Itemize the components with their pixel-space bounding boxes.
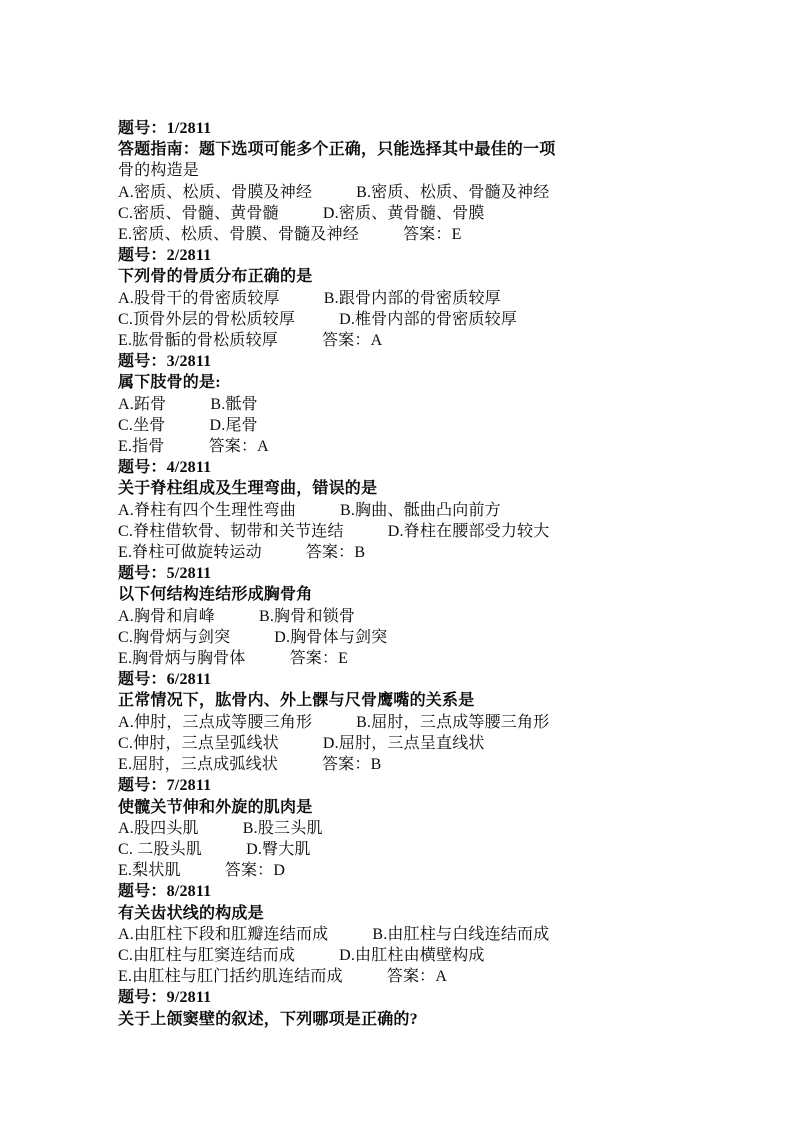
option-row bbox=[118, 288, 713, 309]
option-text: B.股三头肌 bbox=[242, 819, 323, 837]
question-block bbox=[118, 987, 713, 1029]
option-row bbox=[118, 224, 713, 245]
question-block bbox=[118, 775, 713, 881]
option-text: B.胸骨和锁骨 bbox=[258, 607, 356, 625]
answer-text: 答案：A bbox=[321, 332, 383, 350]
option-row bbox=[118, 606, 713, 627]
question-stem: 下列骨的骨质分布正确的是 bbox=[118, 268, 313, 286]
option-row bbox=[118, 436, 713, 457]
question-list bbox=[118, 118, 713, 1030]
option-text: E.指骨 bbox=[118, 438, 165, 456]
option-row bbox=[118, 924, 713, 945]
option-text: E.肱骨骺的骨松质较厚 bbox=[118, 332, 278, 350]
question-block bbox=[118, 118, 713, 245]
option-row bbox=[118, 712, 713, 733]
question-number: 题号：5/2811 bbox=[118, 565, 212, 583]
question-block bbox=[118, 245, 713, 351]
question-number: 题号：3/2811 bbox=[118, 353, 212, 371]
option-text: D.密质、黄骨髓、骨膜 bbox=[322, 204, 485, 222]
option-text: B.密质、松质、骨髓及神经 bbox=[356, 183, 550, 201]
option-text: D.胸骨体与剑突 bbox=[274, 628, 388, 646]
option-text: B.胸曲、骶曲凸向前方 bbox=[339, 501, 501, 519]
question-stem: 关于脊柱组成及生理弯曲，错误的是 bbox=[118, 480, 378, 498]
question-block bbox=[118, 457, 713, 563]
question-stem: 有关齿状线的构成是 bbox=[118, 904, 264, 922]
option-text: C. 二股头肌 bbox=[118, 840, 203, 858]
option-row bbox=[118, 309, 713, 330]
option-row bbox=[118, 415, 713, 436]
option-text: E.密质、松质、骨膜、骨髓及神经 bbox=[118, 226, 359, 244]
option-row bbox=[118, 648, 713, 669]
option-row bbox=[118, 521, 713, 542]
option-text: B.屈肘，三点成等腰三角形 bbox=[356, 713, 550, 731]
option-text: E.屈肘，三点成弧线状 bbox=[118, 756, 278, 774]
option-text: C.由肛柱与肛窦连结而成 bbox=[118, 946, 296, 964]
answer-text: 答案：B bbox=[321, 756, 382, 774]
question-number: 题号：4/2811 bbox=[118, 459, 212, 477]
option-text: E.脊柱可做旋转运动 bbox=[118, 544, 262, 562]
option-text: C.脊柱借软骨、韧带和关节连结 bbox=[118, 522, 344, 540]
option-text: A.伸肘，三点成等腰三角形 bbox=[118, 713, 313, 731]
question-number: 题号：8/2811 bbox=[118, 883, 212, 901]
question-block bbox=[118, 351, 713, 457]
question-number: 题号：6/2811 bbox=[118, 671, 212, 689]
answer-text: 答案：A bbox=[208, 438, 269, 456]
option-row bbox=[118, 330, 713, 351]
option-text: D.臀大肌 bbox=[246, 840, 311, 858]
question-stem: 关于上颌窦壁的叙述，下列哪项是正确的? bbox=[118, 1010, 418, 1028]
option-row bbox=[118, 542, 713, 563]
answer-text: 答案：E bbox=[289, 650, 349, 668]
question-stem: 属下肢骨的是: bbox=[118, 374, 221, 392]
option-row bbox=[118, 945, 713, 966]
option-text: E.由肛柱与肛门括约肌连结而成 bbox=[118, 968, 343, 986]
option-text: D.脊柱在腰部受力较大 bbox=[387, 522, 550, 540]
option-text: A.跖骨 bbox=[118, 395, 167, 413]
question-stem: 使髋关节伸和外旋的肌肉是 bbox=[118, 798, 313, 816]
option-row bbox=[118, 733, 713, 754]
question-number: 题号：2/2811 bbox=[118, 247, 212, 265]
option-text: A.胸骨和肩峰 bbox=[118, 607, 215, 625]
option-text: E.梨状肌 bbox=[118, 862, 181, 880]
option-text: D.椎骨内部的骨密质较厚 bbox=[339, 310, 518, 328]
option-text: A.股骨干的骨密质较厚 bbox=[118, 289, 280, 307]
option-text: B.由肛柱与白线连结而成 bbox=[372, 925, 550, 943]
question-stem: 正常情况下，肱骨内、外上髁与尺骨鹰嘴的关系是 bbox=[118, 692, 475, 710]
option-row bbox=[118, 394, 713, 415]
question-number: 题号：1/2811 bbox=[118, 120, 212, 137]
option-row bbox=[118, 754, 713, 775]
option-text: D.由肛柱由横壁构成 bbox=[339, 946, 485, 964]
option-text: A.由肛柱下段和肛瓣连结而成 bbox=[118, 925, 329, 943]
option-row bbox=[118, 182, 713, 203]
question-number: 题号：9/2811 bbox=[118, 989, 212, 1007]
option-text: B.骶骨 bbox=[210, 395, 258, 413]
option-text: D.屈肘，三点呈直线状 bbox=[322, 734, 485, 752]
answer-guide: 答题指南：题下选项可能多个正确，只能选择其中最佳的一项 bbox=[118, 141, 556, 159]
option-text: A.脊柱有四个生理性弯曲 bbox=[118, 501, 296, 519]
option-text: D.尾骨 bbox=[209, 416, 258, 434]
option-text: C.顶骨外层的骨松质较厚 bbox=[118, 310, 296, 328]
option-row bbox=[118, 203, 713, 224]
question-block bbox=[118, 563, 713, 669]
option-text: C.胸骨炳与剑突 bbox=[118, 628, 231, 646]
option-row bbox=[118, 839, 713, 860]
option-text: C.坐骨 bbox=[118, 416, 166, 434]
option-text: A.股四头肌 bbox=[118, 819, 199, 837]
question-block bbox=[118, 669, 713, 775]
option-text: B.跟骨内部的骨密质较厚 bbox=[323, 289, 501, 307]
answer-text: 答案：A bbox=[386, 968, 448, 986]
option-text: C.密质、骨髓、黄骨髓 bbox=[118, 204, 279, 222]
question-block bbox=[118, 881, 713, 987]
option-row bbox=[118, 500, 713, 521]
question-stem: 以下何结构连结形成胸骨角 bbox=[118, 586, 313, 604]
option-row bbox=[118, 818, 713, 839]
question-number: 题号：7/2811 bbox=[118, 777, 212, 795]
option-text: A.密质、松质、骨膜及神经 bbox=[118, 183, 313, 201]
option-row bbox=[118, 966, 713, 987]
option-row bbox=[118, 860, 713, 881]
option-text: E.胸骨炳与胸骨体 bbox=[118, 650, 246, 668]
option-text: C.伸肘，三点呈弧线状 bbox=[118, 734, 279, 752]
answer-text: 答案：B bbox=[305, 544, 366, 562]
option-row bbox=[118, 627, 713, 648]
answer-text: 答案：D bbox=[224, 862, 286, 880]
question-stem: 骨的构造是 bbox=[118, 162, 200, 180]
answer-text: 答案：E bbox=[402, 226, 462, 244]
